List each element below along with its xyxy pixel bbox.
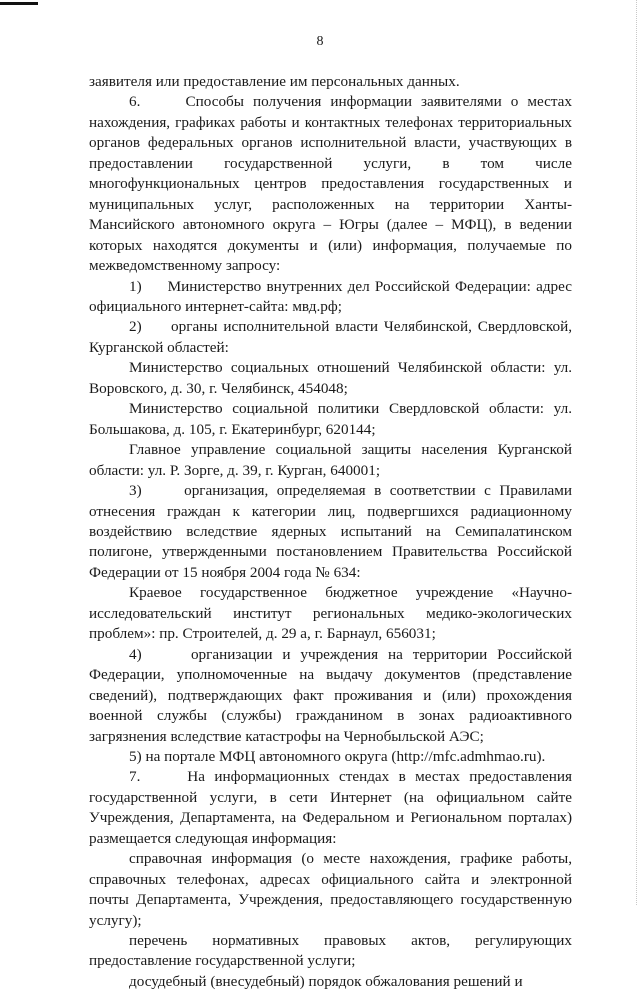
paragraph-list-2: 2) органы исполнительной власти Челябинской, Свердловской, Курганской областей: (89, 318, 572, 356)
scan-edge-dots (636, 0, 637, 905)
paragraph-item-7: 7. На информационных стендах в местах предоставления государственной услуги, в сети Интернет (на официальном сайте Учреждения, Департамента, на Федеральном и Региональном порталах) размещается следующая информация: (89, 768, 572, 847)
paragraph-legal-acts: перечень нормативных правовых актов, регулирующих предоставление государственной услуги; (89, 932, 572, 970)
paragraph-sverdlovsk: Министерство социальной политики Свердловской области: ул. Большакова, д. 105, г. Екатеринбург, 620144; (89, 400, 572, 438)
paragraph-kurgan: Главное управление социальной защиты населения Курганской области: ул. Р. Зорге, д. 39, г. Курган, 640001; (89, 441, 572, 479)
paragraph-list-5: 5) на портале МФЦ автономного округа (http://mfc.admhmao.ru). (129, 747, 546, 765)
paragraph-list-1: 1) Министерство внутренних дел Российской Федерации: адрес официального интернет-сайта: мвд.рф; (89, 277, 572, 315)
paragraph-list-3: 3) организация, определяемая в соответствии с Правилами отнесения граждан к категории лиц, подвергшихся радиационному воздействию вследствие ядерных испытаний на Семипалатинском полигоне, утвержденными постановлением Правительства Российской Федерации от 15 ноября 2004 года № 634: (89, 482, 572, 581)
paragraph-list-4: 4) организации и учреждения на территории Российской Федерации, уполномоченные на выдачу документов (представление сведений), подтверждающих факт проживания и (или) прохождения военной службы (службы) гражданином в зонах радиоактивного загрязнения вследствие катастрофы на Чернобыльской АЭС; (89, 645, 572, 745)
document-body (89, 72, 572, 992)
paragraph-reference-info: справочная информация (о месте нахождения, графике работы, справочных телефонах, адресах официального сайта и электронной почты Департамента, Учреждения, предоставляющего государственную услугу); (89, 850, 572, 929)
paragraph-chelyabinsk: Министерство социальных отношений Челябинской области: ул. Воровского, д. 30, г. Челябинск, 454048; (89, 359, 572, 397)
paragraph-appeal-procedure: досудебный (внесудебный) порядок обжалования решений и (129, 972, 523, 990)
scan-corner-mark (0, 2, 38, 5)
paragraph-barnaul-institute: Краевое государственное бюджетное учреждение «Научно-исследовательский институт региональных медико-экологических проблем»: пр. Строителей, д. 29 а, г. Барнаул, 656031; (89, 584, 572, 643)
paragraph-continuation: заявителя или предоставление им персональных данных. (89, 73, 460, 90)
paragraph-item-6: 6. Способы получения информации заявителями о местах нахождения, графиках работы и контактных телефонах территориальных органов федеральных органов исполнительной власти, участвующих в предоставлении государственной услуги, в том числе многофункциональных центров предоставления государственных и муниципальных услуг, расположенных на территории Ханты-Мансийского автономного округа – Югры (далее – МФЦ), в ведении которых находятся документы и (или) информация, получаемые по межведомственному запросу: (89, 93, 572, 275)
page-number: 8 (316, 34, 324, 49)
